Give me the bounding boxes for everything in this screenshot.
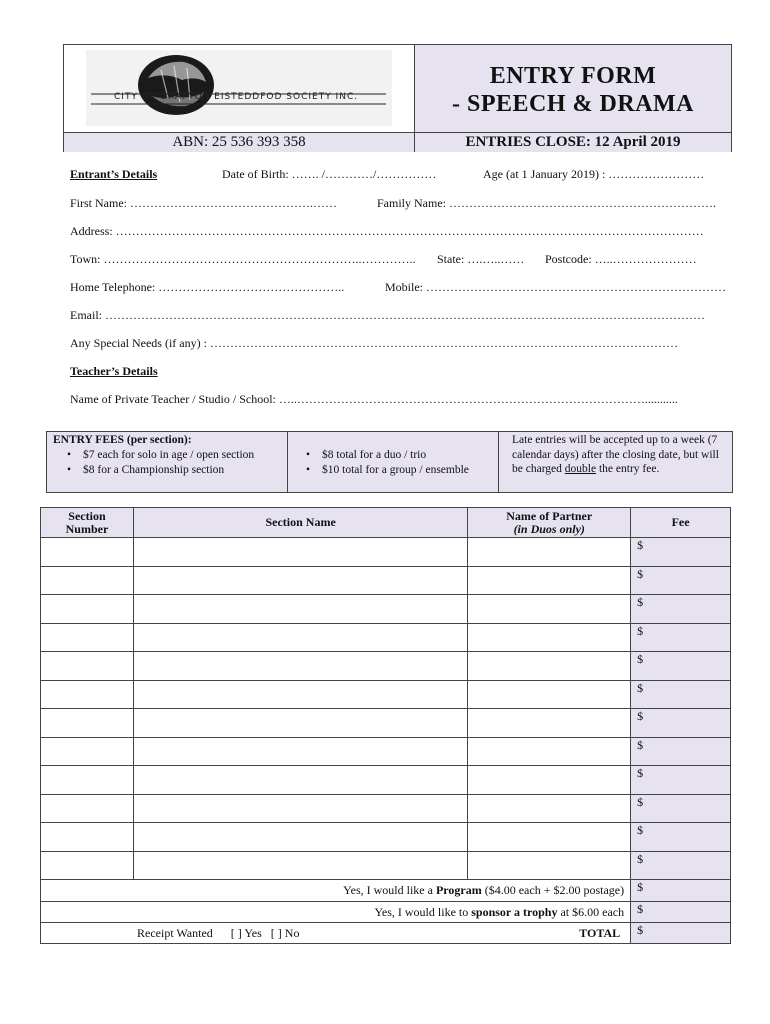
- section-number-cell[interactable]: [41, 851, 134, 880]
- postcode-field[interactable]: Postcode: …..…………………: [545, 252, 697, 266]
- section-number-cell[interactable]: [41, 538, 134, 567]
- fees-column-solo: [47, 432, 288, 492]
- partner-name-cell[interactable]: [468, 623, 631, 652]
- partner-name-cell[interactable]: [468, 652, 631, 681]
- table-row: [41, 680, 731, 709]
- entries-close-label: ENTRIES CLOSE: 12 April 2019: [415, 132, 731, 152]
- late-entries-note: [512, 433, 727, 493]
- partner-name-cell[interactable]: [468, 709, 631, 738]
- section-number-cell[interactable]: [41, 595, 134, 624]
- section-number-cell[interactable]: [41, 737, 134, 766]
- section-number-cell[interactable]: [41, 623, 134, 652]
- table-row: [41, 794, 731, 823]
- fee-item: • $8 total for a duo / trio: [322, 448, 426, 463]
- partner-name-cell[interactable]: [468, 680, 631, 709]
- title-panel: [415, 45, 731, 132]
- program-fee[interactable]: $: [631, 880, 731, 902]
- fee-cell[interactable]: $: [631, 623, 731, 652]
- fee-header: Fee: [631, 508, 731, 538]
- section-name-cell[interactable]: [133, 623, 467, 652]
- partner-name-cell[interactable]: [468, 566, 631, 595]
- state-field[interactable]: State: ….…..……: [437, 252, 525, 266]
- total-label: TOTAL: [579, 926, 621, 940]
- section-name-cell[interactable]: [133, 766, 467, 795]
- fee-cell[interactable]: $: [631, 538, 731, 567]
- total-fee[interactable]: $: [631, 923, 731, 944]
- section-number-cell[interactable]: [41, 823, 134, 852]
- fee-cell[interactable]: $: [631, 851, 731, 880]
- fee-item: • $10 total for a group / ensemble: [322, 463, 469, 478]
- partner-name-cell[interactable]: [468, 766, 631, 795]
- section-number-cell[interactable]: [41, 566, 134, 595]
- section-name-cell[interactable]: [133, 851, 467, 880]
- receipt-wanted-options[interactable]: Receipt Wanted [ ] Yes [ ] No: [137, 926, 300, 940]
- society-logo: [86, 50, 392, 126]
- fee-cell[interactable]: $: [631, 794, 731, 823]
- table-row: [41, 538, 731, 567]
- partner-name-cell[interactable]: [468, 794, 631, 823]
- home-telephone-field[interactable]: Home Telephone: ………………………………………..: [70, 280, 345, 294]
- partner-name-cell[interactable]: [468, 595, 631, 624]
- partner-name-cell[interactable]: [468, 851, 631, 880]
- email-field[interactable]: Email: ……………………………………………………………………………………………………………………………………: [70, 308, 705, 322]
- partner-header: Name of Partner (in Duos only): [468, 508, 631, 538]
- form-header: [63, 44, 732, 152]
- table-row: [41, 709, 731, 738]
- table-row: [41, 595, 731, 624]
- age-field[interactable]: Age (at 1 January 2019) : ……………………: [483, 167, 705, 181]
- section-number-header: Section Number: [41, 508, 134, 538]
- fee-cell[interactable]: $: [631, 652, 731, 681]
- abn-label: ABN: 25 536 393 358: [64, 132, 415, 152]
- fee-cell[interactable]: $: [631, 680, 731, 709]
- fee-cell[interactable]: $: [631, 766, 731, 795]
- partner-name-cell[interactable]: [468, 737, 631, 766]
- fee-cell[interactable]: $: [631, 566, 731, 595]
- table-row: [41, 766, 731, 795]
- fee-cell[interactable]: $: [631, 709, 731, 738]
- section-number-cell[interactable]: [41, 794, 134, 823]
- town-field[interactable]: Town: ………………………………………………………..…………..: [70, 252, 416, 266]
- fee-item: • $8 for a Championship section: [83, 463, 224, 478]
- table-row: [41, 823, 731, 852]
- fee-cell[interactable]: $: [631, 737, 731, 766]
- section-name-cell[interactable]: [133, 794, 467, 823]
- partner-name-cell[interactable]: [468, 823, 631, 852]
- entry-fees-heading: ENTRY FEES (per section):: [53, 434, 192, 446]
- section-name-cell[interactable]: [133, 823, 467, 852]
- table-row: [41, 851, 731, 880]
- section-number-cell[interactable]: [41, 680, 134, 709]
- date-of-birth-field[interactable]: Date of Birth: ……. /…………/……………: [222, 167, 437, 181]
- section-number-cell[interactable]: [41, 766, 134, 795]
- family-name-field[interactable]: Family Name: ………………………………………………………….: [377, 196, 716, 210]
- fee-item: • $7 each for solo in age / open section: [83, 448, 254, 463]
- logo-emblem-icon: [86, 50, 392, 126]
- section-name-cell[interactable]: [133, 737, 467, 766]
- section-name-header: Section Name: [133, 508, 467, 538]
- entry-fees-box: [46, 431, 733, 493]
- logo-panel: [64, 45, 415, 132]
- trophy-option[interactable]: Yes, I would like to sponsor a trophy at $6.00 each: [41, 902, 631, 923]
- late-entries-tail: the entry fee.: [596, 463, 660, 475]
- trophy-fee[interactable]: $: [631, 902, 731, 923]
- table-row: [41, 566, 731, 595]
- entrant-details-heading: Entrant’s Details: [70, 167, 158, 181]
- form-title-line2: - SPEECH & DRAMA: [452, 91, 694, 117]
- receipt-total-row: [41, 923, 631, 944]
- section-number-cell[interactable]: [41, 652, 134, 681]
- fee-cell[interactable]: $: [631, 823, 731, 852]
- late-entries-double: double: [564, 463, 597, 475]
- logo-text: CITY OF GRAFTON EISTEDDFOD SOCIETY INC.: [114, 92, 359, 102]
- section-name-cell[interactable]: [133, 538, 467, 567]
- program-option[interactable]: Yes, I would like a Program ($4.00 each + $2.00 postage): [41, 880, 631, 902]
- address-field[interactable]: Address: …………………………………………………………………………………………………………………………………: [70, 224, 704, 238]
- fees-column-group: [288, 432, 499, 492]
- late-entries-text: Late entries will be accepted up to a week (7 calendar days) after the closing date, but will be charged: [512, 434, 719, 475]
- fee-cell[interactable]: $: [631, 595, 731, 624]
- section-name-cell[interactable]: [133, 652, 467, 681]
- form-title-line1: ENTRY FORM: [489, 63, 657, 89]
- first-name-field[interactable]: First Name: ……………………………………….……: [70, 196, 337, 210]
- section-number-cell[interactable]: [41, 709, 134, 738]
- table-row: [41, 737, 731, 766]
- table-row: [41, 623, 731, 652]
- entries-table: [40, 507, 731, 944]
- mobile-field[interactable]: Mobile: …………………………………………………………………: [385, 280, 726, 294]
- special-needs-field[interactable]: Any Special Needs (if any) : ………………………………………………………………………………………………………: [70, 336, 678, 350]
- partner-name-cell[interactable]: [468, 538, 631, 567]
- section-name-cell[interactable]: [133, 709, 467, 738]
- section-name-cell[interactable]: [133, 680, 467, 709]
- section-name-cell[interactable]: [133, 595, 467, 624]
- table-row: [41, 652, 731, 681]
- section-name-cell[interactable]: [133, 566, 467, 595]
- teacher-details-heading: Teacher’s Details: [70, 364, 158, 378]
- teacher-name-field[interactable]: Name of Private Teacher / Studio / School: …..……………………………………………………………………………...........: [70, 392, 678, 406]
